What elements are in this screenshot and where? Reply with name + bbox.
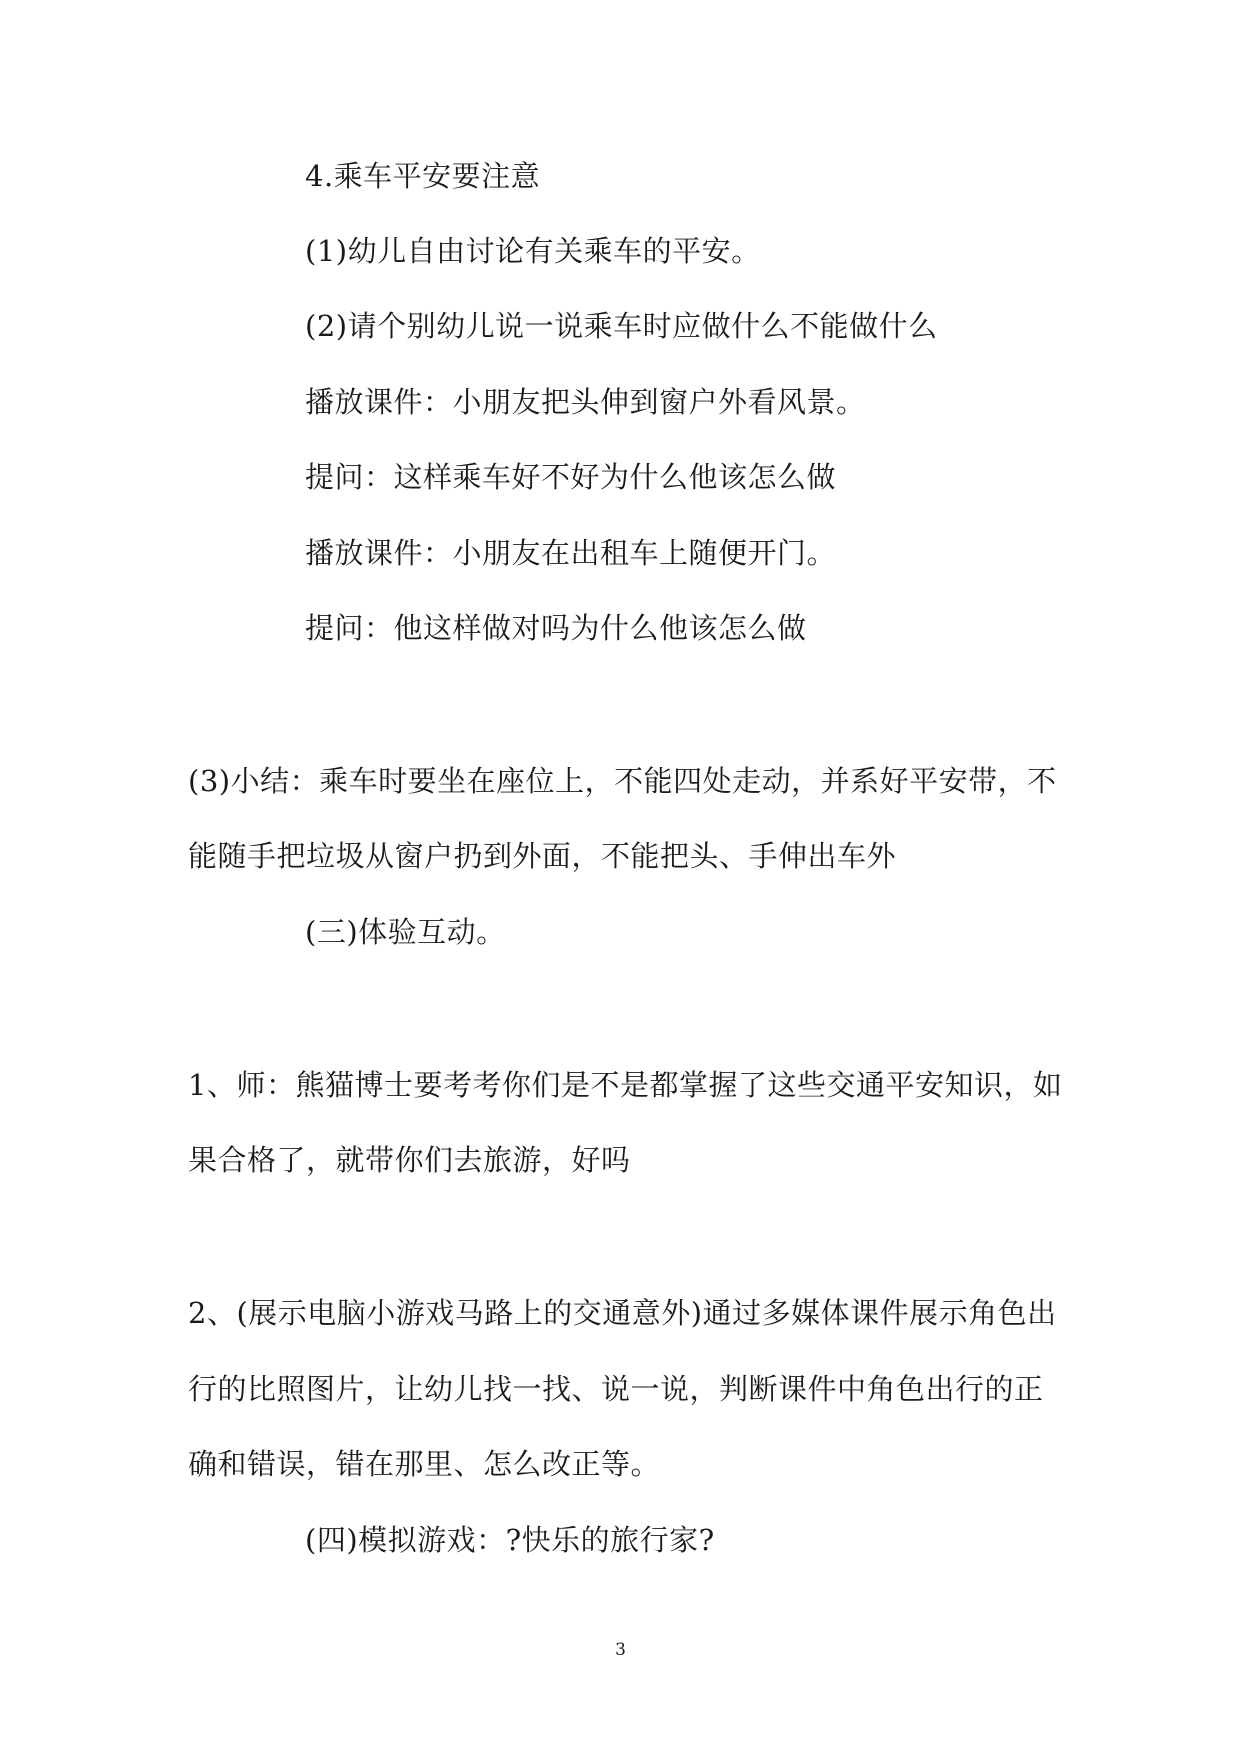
paragraph-line: 1、师：熊猫博士要考考你们是不是都掌握了这些交通平安知识，如 bbox=[188, 1068, 1063, 1102]
paragraph-line: 能随手把垃圾从窗户扔到外面，不能把头、手伸出车外 bbox=[188, 839, 897, 873]
paragraph-line: 播放课件：小朋友把头伸到窗户外看风景。 bbox=[305, 385, 866, 419]
section-heading: (三)体验互动。 bbox=[305, 915, 506, 949]
paragraph-line: 播放课件：小朋友在出租车上随便开门。 bbox=[305, 536, 837, 570]
section-heading: (四)模拟游戏：?快乐的旅行家? bbox=[305, 1523, 715, 1557]
paragraph-line: 提问：他这样做对吗为什么他该怎么做 bbox=[305, 611, 807, 645]
paragraph-line: 2、(展示电脑小游戏马路上的交通意外)通过多媒体课件展示角色出 bbox=[188, 1296, 1057, 1330]
section-heading: 4.乘车平安要注意 bbox=[305, 159, 541, 193]
paragraph-line: (1)幼儿自由讨论有关乘车的平安。 bbox=[305, 234, 761, 268]
paragraph-line: 果合格了，就带你们去旅游，好吗 bbox=[188, 1143, 631, 1177]
page-number: 3 bbox=[615, 1640, 626, 1660]
paragraph-line: (2)请个别幼儿说一说乘车时应做什么不能做什么 bbox=[305, 309, 938, 343]
paragraph-line: 行的比照图片，让幼儿找一找、说一说，判断课件中角色出行的正 bbox=[188, 1372, 1044, 1406]
paragraph-line: 提问：这样乘车好不好为什么他该怎么做 bbox=[305, 460, 837, 494]
paragraph-line: 确和错误，错在那里、怎么改正等。 bbox=[188, 1447, 661, 1481]
paragraph-line: (3)小结：乘车时要坐在座位上，不能四处走动，并系好平安带，不 bbox=[188, 764, 1057, 798]
